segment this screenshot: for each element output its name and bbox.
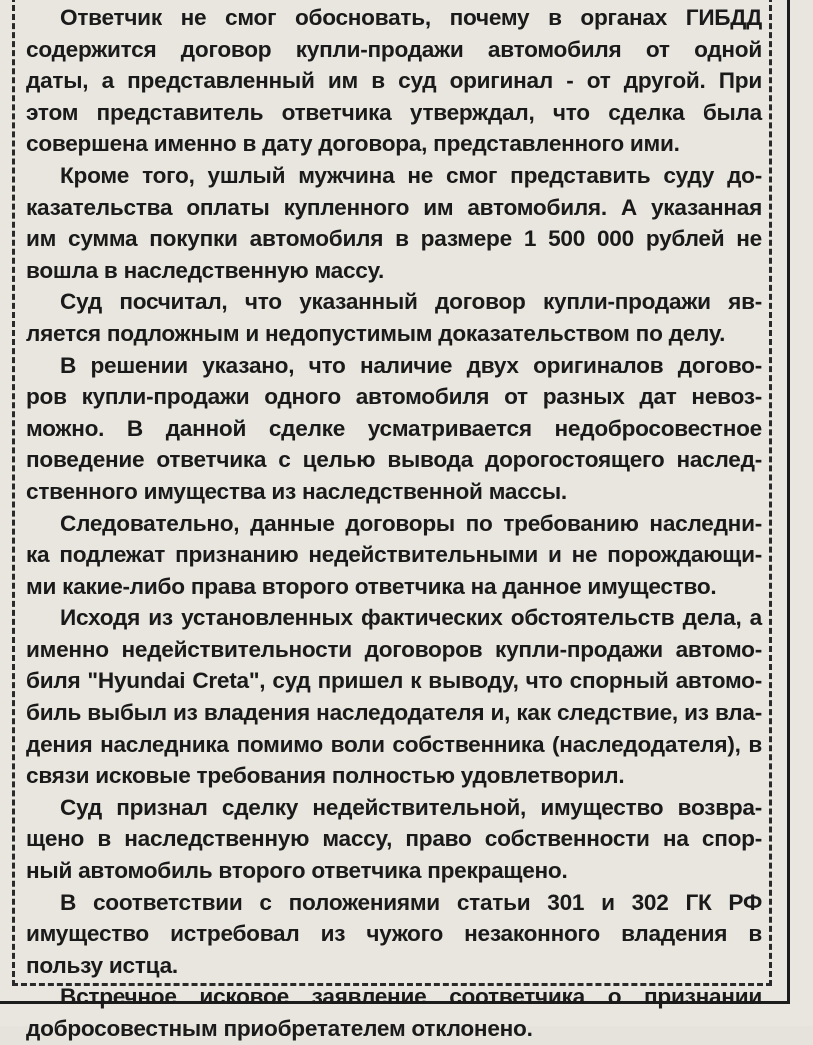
article-line: щено в наследственную массу, право собственности на спор- — [26, 826, 762, 852]
article-line: биль выбыл из владения наследодателя и, как следствие, из вла- — [26, 700, 762, 726]
article-line: Ответчик не смог обосновать, почему в органах ГИБДД — [60, 5, 762, 30]
article-line: пользу истца. — [26, 952, 178, 978]
article-line: совершена именно в дату договора, представленного ими. — [26, 131, 680, 157]
article-line: ка подлежат признанию недействительными и не порождающи- — [26, 542, 762, 568]
article-line: им сумма покупки автомобиля в размере 1 500 000 рублей не — [26, 226, 762, 252]
article-line: можно. В данной сделке усматривается недобросовестное — [26, 415, 762, 441]
article-line: вошла в наследственную массу. — [26, 257, 384, 283]
article-line: связи исковые требования полностью удовлетворил. — [26, 763, 625, 789]
article-line: ров купли-продажи одного автомобиля от разных дат невоз- — [26, 384, 762, 410]
article-line: именно недействительности договоров купли-продажи автомо- — [26, 636, 762, 662]
article-line: содержится договор купли-продажи автомобиля от одной — [26, 36, 762, 62]
article-line: поведение ответчика с целью вывода дорогостоящего наслед- — [26, 447, 762, 473]
article-body — [26, 2, 762, 1045]
article-line: Суд посчитал, что указанный договор купли-продажи яв- — [60, 289, 762, 315]
article-line: Суд признал сделку недействительной, имущество возвра- — [60, 794, 762, 820]
article-line: ми какие-либо права второго ответчика на данное имущество. — [26, 573, 717, 599]
article-line: добросовестным приобретателем отклонено. — [26, 1016, 533, 1041]
article-line: ляется подложным и недопустимым доказательством по делу. — [26, 320, 726, 346]
article-line: Исходя из установленных фактических обстоятельств дела, а — [60, 605, 762, 631]
article-line: В соответствии с положениями статьи 301 и 302 ГК РФ — [60, 889, 762, 915]
article-line: ный автомобиль второго ответчика прекращено. — [26, 858, 568, 884]
article-line: даты, а представленный им в суд оригинал - от другой. При — [26, 68, 762, 94]
article-line: казательства оплаты купленного им автомобиля. А указанная — [26, 194, 762, 220]
article-line: Встречное исковое заявление соответчика о признании — [60, 984, 762, 1010]
article-line: дения наследника помимо воли собственника (наследодателя), в — [26, 731, 762, 757]
article-line: В решении указано, что наличие двух оригиналов догово- — [60, 352, 762, 378]
article-line: Следовательно, данные договоры по требованию наследни- — [60, 510, 762, 536]
article-line: имущество истребовал из чужого незаконного владения в — [26, 921, 762, 947]
article-line: этом представитель ответчика утверждал, что сделка была — [26, 99, 762, 125]
article-line: биля "Hyundai Creta", суд пришел к выводу, что спорный автомо- — [26, 668, 762, 694]
article-line: Кроме того, ушлый мужчина не смог представить суду до- — [60, 162, 762, 188]
article-line: ственного имущества из наследственной массы. — [26, 478, 567, 504]
